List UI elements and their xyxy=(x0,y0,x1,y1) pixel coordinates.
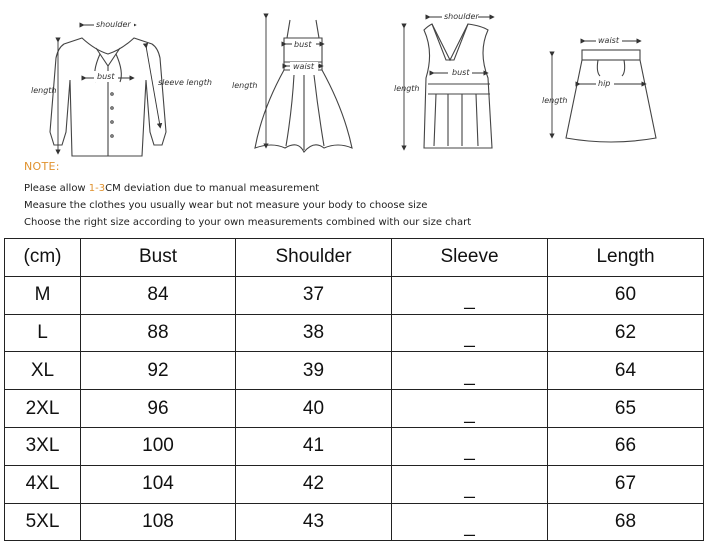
size-cell: L xyxy=(5,314,81,352)
length-cell: 68 xyxy=(548,503,704,541)
table-row xyxy=(5,465,704,503)
shoulder-cell: 37 xyxy=(236,276,392,314)
bust-cell: 92 xyxy=(81,352,236,390)
sleeve-value: _ xyxy=(464,289,475,311)
note-text: CM deviation due to manual measurement xyxy=(105,183,320,194)
header-cell: Sleeve xyxy=(392,239,548,277)
sleeve-value: _ xyxy=(464,440,475,462)
length-cell: 65 xyxy=(548,390,704,428)
sleeve-value: _ xyxy=(464,402,475,424)
note-text: Please allow xyxy=(24,183,89,194)
size-chart-table xyxy=(4,238,704,541)
bust-cell: 96 xyxy=(81,390,236,428)
waist-label: waist xyxy=(598,36,619,45)
shoulder-cell: 39 xyxy=(236,352,392,390)
header-row xyxy=(5,239,704,277)
sleeve-cell xyxy=(392,390,548,428)
note-line-choose: Choose the right size according to your own measurements combined with our size chart xyxy=(24,217,472,228)
size-cell: M xyxy=(5,276,81,314)
bust-label: bust xyxy=(294,40,312,49)
size-cell: 2XL xyxy=(5,390,81,428)
table-row xyxy=(5,427,704,465)
length-cell: 66 xyxy=(548,427,704,465)
length-cell: 60 xyxy=(548,276,704,314)
header-cell: Length xyxy=(548,239,704,277)
size-cell: 5XL xyxy=(5,503,81,541)
note-line-measure: Measure the clothes you usually wear but not measure your body to choose size xyxy=(24,200,428,211)
header-cell: Bust xyxy=(81,239,236,277)
vest-illustration xyxy=(424,24,492,148)
shoulder-cell: 40 xyxy=(236,390,392,428)
note-highlight: 1-3 xyxy=(88,183,106,194)
shoulder-cell: 42 xyxy=(236,465,392,503)
bust-cell: 108 xyxy=(81,503,236,541)
header-cell: Shoulder xyxy=(236,239,392,277)
shoulder-label: shoulder xyxy=(96,20,131,29)
size-cell: 4XL xyxy=(5,465,81,503)
size-cell: XL xyxy=(5,352,81,390)
sleeve-cell xyxy=(392,314,548,352)
shoulder-cell: 38 xyxy=(236,314,392,352)
table-row xyxy=(5,390,704,428)
sleeve-value: _ xyxy=(464,364,475,386)
sleeve-cell xyxy=(392,276,548,314)
sleeve-value: _ xyxy=(464,515,475,537)
shoulder-cell: 43 xyxy=(236,503,392,541)
sleeve-value: _ xyxy=(464,478,475,500)
shoulder-label: shoulder xyxy=(444,12,479,21)
bust-cell: 84 xyxy=(81,276,236,314)
length-label: length xyxy=(542,96,568,105)
sleeve-cell xyxy=(392,503,548,541)
length-label: length xyxy=(394,84,420,93)
sleeve-length-label: sleeve length xyxy=(158,78,212,87)
table-row xyxy=(5,503,704,541)
skirt-illustration xyxy=(566,50,656,142)
blouse-illustration xyxy=(50,38,166,156)
table-row xyxy=(5,276,704,314)
note-line-deviation xyxy=(24,180,471,197)
table-row xyxy=(5,352,704,390)
sleeve-value: _ xyxy=(464,326,475,348)
header-cell: (cm) xyxy=(5,239,81,277)
length-cell: 62 xyxy=(548,314,704,352)
hip-label: hip xyxy=(598,79,611,88)
length-cell: 64 xyxy=(548,352,704,390)
length-label: length xyxy=(31,86,57,95)
waist-label: waist xyxy=(293,62,314,71)
sleeve-cell xyxy=(392,465,548,503)
table-row xyxy=(5,314,704,352)
size-cell: 3XL xyxy=(5,427,81,465)
bust-label: bust xyxy=(97,72,115,81)
bust-cell: 88 xyxy=(81,314,236,352)
sleeve-cell xyxy=(392,352,548,390)
length-label: length xyxy=(232,81,258,90)
shoulder-cell: 41 xyxy=(236,427,392,465)
measurement-guide xyxy=(0,0,705,238)
note-block xyxy=(24,160,471,231)
note-heading: NOTE: xyxy=(24,160,60,173)
bust-label: bust xyxy=(452,68,470,77)
sleeve-cell xyxy=(392,427,548,465)
length-cell: 67 xyxy=(548,465,704,503)
bust-cell: 100 xyxy=(81,427,236,465)
bust-cell: 104 xyxy=(81,465,236,503)
